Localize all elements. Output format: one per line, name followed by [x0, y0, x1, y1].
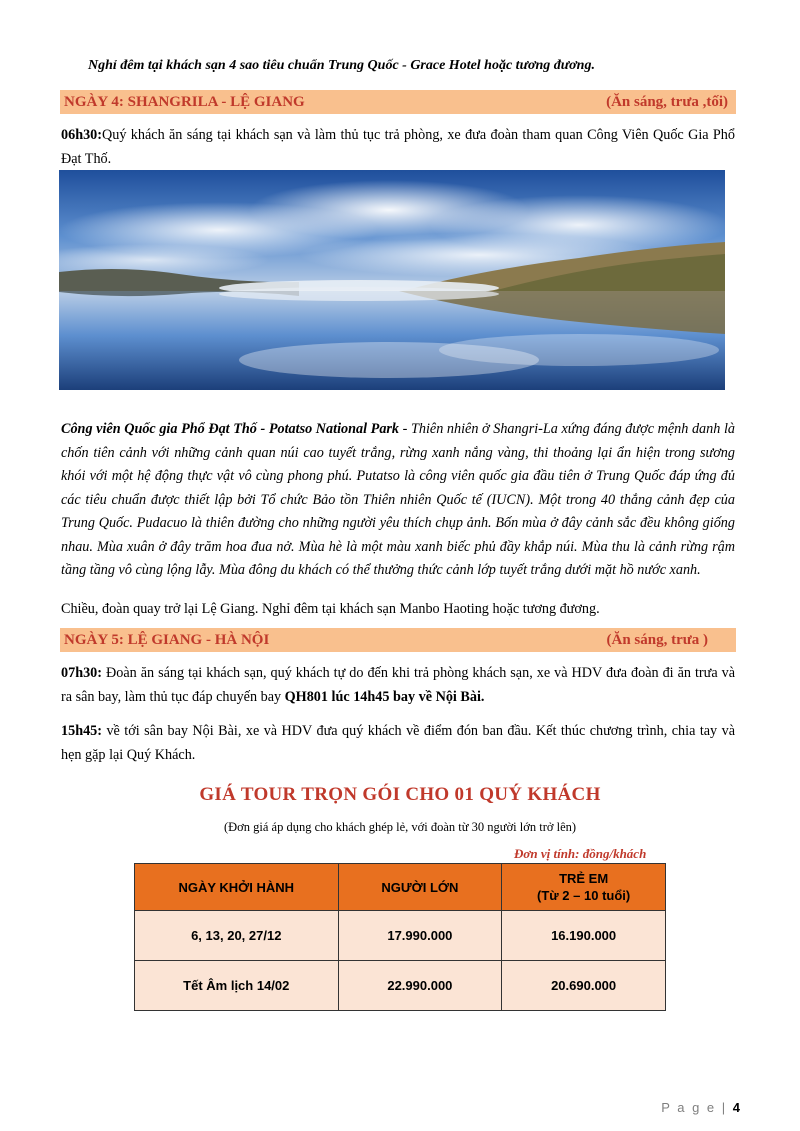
day5-arrival: [61, 720, 735, 767]
price-subtitle: (Đơn giá áp dụng cho khách ghép lẻ, với đoàn từ 30 người lớn trở lên): [223, 820, 577, 834]
row-date: Tết Âm lịch 14/02: [135, 961, 339, 1011]
header-adult: NGƯỜI LỚN: [338, 864, 502, 911]
park-desc: - Thiên nhiên ở Shangri-La xứng đáng được mệnh danh là chốn tiên cảnh với những cảnh quan núi cao tuyết trắng, rừng xanh nắng vàng, thi thoảng lại ẩn hiện trong sương khói với một hệ động thực vật vô cùng phong phú. Putatso là công viên quốc gia đầu tiên ở Trung Quốc đáp ứng đủ các tiêu chuẩn được thiết lập bởi Tổ chức Bảo tồn Thiên nhiên Quốc tế (IUCN). Một trong 40 thắng cảnh đẹp của Trung Quốc. Pudacuo là thiên đường cho những người yêu thích chụp ảnh. Bốn mùa ở đây cảnh sắc đều không giống nhau. Mùa xuân ở đây trăm hoa đua nở. Mùa hè là một màu xanh biếc phủ đầy khắp núi. Mùa thu là cảnh rừng rậm tầng tầng vô cùng lộng lẫy. Mùa đông du khách có thể thưởng thức cảnh lớp tuyết trắng dưới mặt hồ nước xanh.: [61, 421, 735, 578]
day4-meals: (Ăn sáng, trưa ,tối): [606, 93, 728, 110]
price-unit: Đơn vị tính: đồng/khách: [514, 846, 647, 861]
page-number: 4: [732, 1100, 740, 1115]
footer-label: P a g e: [661, 1100, 717, 1115]
day5-header: [60, 628, 736, 652]
price-table: [134, 863, 666, 1011]
row-child-price: 20.690.000: [502, 961, 666, 1011]
header-date: NGÀY KHỞI HÀNH: [135, 864, 339, 911]
day5-time2: 15h45:: [61, 723, 102, 739]
row-adult-price: 17.990.000: [338, 911, 502, 961]
day4-evening: Chiều, đoàn quay trở lại Lệ Giang. Nghỉ đêm tại khách sạn Manbo Haoting hoặc tương đương.: [61, 601, 600, 617]
day5-morning: [61, 662, 735, 709]
day5-time1: 07h30:: [61, 665, 102, 681]
table-row: [135, 911, 666, 961]
page-footer: P a g e | 4: [661, 1100, 740, 1115]
day4-header: [60, 90, 736, 114]
day4-title: NGÀY 4: SHANGRILA - LỆ GIANG: [64, 93, 305, 110]
price-header-row: [135, 864, 666, 911]
header-child-label: TRẺ EM: [559, 871, 609, 886]
day5-title: NGÀY 5: LỆ GIANG - HÀ NỘI: [64, 631, 270, 648]
lake-photo: [59, 170, 725, 390]
header-child-age: (Từ 2 – 10 tuổi): [537, 888, 631, 903]
row-date: 6, 13, 20, 27/12: [135, 911, 339, 961]
row-child-price: 16.190.000: [502, 911, 666, 961]
price-title: GIÁ TOUR TRỌN GÓI CHO 01 QUÝ KHÁCH: [199, 784, 601, 805]
park-description: [61, 418, 735, 583]
day4-morning: [61, 124, 735, 171]
hotel-note: Nghỉ đêm tại khách sạn 4 sao tiêu chuẩn Trung Quốc - Grace Hotel hoặc tương đương.: [88, 58, 595, 73]
day4-time: 06h30:: [61, 127, 102, 143]
day5-flight: QH801 lúc 14h45 bay về Nội Bài.: [284, 688, 485, 705]
day5-text2: về tới sân bay Nội Bài, xe và HDV đưa quý khách về điểm đón ban đầu. Kết thúc chương trình, chia tay và hẹn gặp lại Quý Khách.: [61, 723, 735, 763]
park-name: Công viên Quốc gia Phổ Đạt Thố - Potatso National Park: [61, 421, 400, 437]
table-row: [135, 961, 666, 1011]
day4-text: Quý khách ăn sáng tại khách sạn và làm thủ tục trả phòng, xe đưa đoàn tham quan Công Viên Quốc Gia Phổ Đạt Thố.: [61, 127, 735, 167]
day5-meals: (Ăn sáng, trưa ): [606, 631, 708, 648]
day5-text1: Đoàn ăn sáng tại khách sạn, quý khách tự do đến khi trả phòng khách sạn, xe và HDV đưa đoàn đi ăn trưa và ra sân bay, làm thủ tục đáp chuyến bay: [61, 665, 735, 705]
row-adult-price: 22.990.000: [338, 961, 502, 1011]
header-child: [502, 864, 666, 911]
